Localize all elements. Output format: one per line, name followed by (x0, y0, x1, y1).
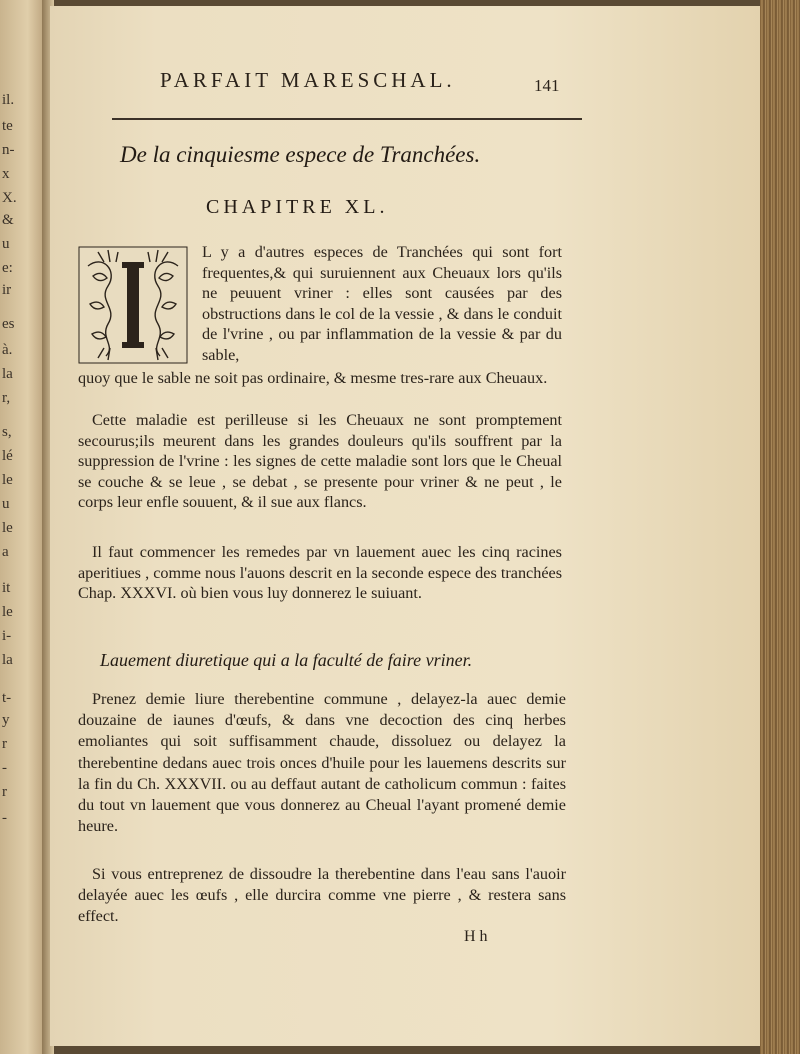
chapter-number: CHAPITRE XL. (206, 196, 389, 218)
left-page-fragment: it (2, 580, 11, 596)
left-page-fragment: il. (2, 92, 15, 108)
left-page-edge (0, 0, 46, 1054)
left-page-fragment: a (2, 544, 9, 560)
paragraph-5: Si vous entreprenez de dissoudre la therebentine dans l'eau sans l'auoir delayée auec les œufs , elle durcira comme vne pierre , & restera sans effect. (78, 865, 566, 926)
paragraph-1: L y a d'autres especes de Tranchées qui sont fort frequentes,& qui suruiennent aux Cheuaux lors qu'ils ne peuuent vriner : elles sont causées par des obstructions dans le col de la vessie , & dans le conduit de l'vrine , ou par inflammation de la vessie & par du sable, (202, 243, 562, 364)
ornamental-initial-icon (78, 246, 188, 364)
left-page-fragment: le (2, 472, 13, 488)
fore-edge (760, 0, 800, 1054)
left-page-fragment: X. (2, 190, 17, 206)
left-page-fragment: la (2, 366, 13, 382)
left-page-fragment: t- (2, 690, 12, 706)
left-page-fragment: x (2, 166, 10, 182)
page (50, 6, 762, 1046)
left-page-fragment: r (2, 784, 7, 800)
left-page-fragment: à. (2, 342, 13, 358)
left-page-fragment: le (2, 604, 13, 620)
left-page-fragment: lé (2, 448, 13, 464)
left-page-fragment: le (2, 520, 13, 536)
ornamental-initial (78, 246, 188, 364)
left-page-fragment: r (2, 736, 7, 752)
header-rule (112, 118, 582, 120)
paragraph-1-continued: quoy que le sable ne soit pas ordinaire, & mesme tres-rare aux Cheuaux. (78, 369, 548, 387)
paragraph-4: Prenez demie liure therebentine commune , delayez-la auec demie douzaine de iaunes d'œufs, & dans vne decoction des cinq herbes emoliantes qui soit suffisamment chaude, dissoluez ou delayez la therebentine dedans auec trois onces d'huile pour les lauemens descrits sur la fin du Ch. XXXVII. ou au deffaut autant de catholicum commun : faites du tout vn lauement que vous donnerez au Cheual l'ayant promené demie heure. (78, 690, 566, 836)
left-page-fragment: es (2, 316, 15, 332)
chapter-title: De la cinquiesme espece de Tranchées. (120, 142, 481, 167)
paragraph-2: Cette maladie est perilleuse si les Cheuaux ne sont promptement secourus;ils meurent dans les grandes douleurs qu'ils souffrent par la suppression de l'vrine : les signes de cette maladie sont lors que le Cheual se couche & se leue , se debat , se presente pour vriner & ne peut , le corps leur enfle souuent, & il sue aux flancs. (78, 411, 562, 512)
left-page-fragment: n- (2, 142, 15, 158)
left-page-fragment: ir (2, 282, 12, 298)
left-page-fragment: u (2, 496, 10, 512)
left-page-fragment: te (2, 118, 13, 134)
section-title: Lauement diuretique qui a la faculté de faire vriner. (100, 650, 473, 670)
left-page-fragment: & (2, 212, 14, 228)
left-page-fragment: u (2, 236, 10, 252)
left-page-fragment: la (2, 652, 13, 668)
left-page-fragment: e: (2, 260, 13, 276)
left-page-fragment: - (2, 810, 7, 826)
left-page-fragment: i- (2, 628, 12, 644)
left-page-fragment: r, (2, 390, 11, 406)
catchword: H h (464, 928, 488, 945)
left-page-fragment: - (2, 760, 7, 776)
left-page-fragment: s, (2, 424, 12, 440)
page-number: 141 (534, 76, 560, 95)
paragraph-3: Il faut commencer les remedes par vn lauement auec les cinq racines aperitiues , comme nous l'auons descrit en la seconde espece des tranchées Chap. XXXVI. où bien vous luy donnerez le suiuant. (78, 543, 562, 603)
running-head: PARFAIT MARESCHAL. (160, 68, 456, 92)
left-page-fragment: y (2, 712, 10, 728)
